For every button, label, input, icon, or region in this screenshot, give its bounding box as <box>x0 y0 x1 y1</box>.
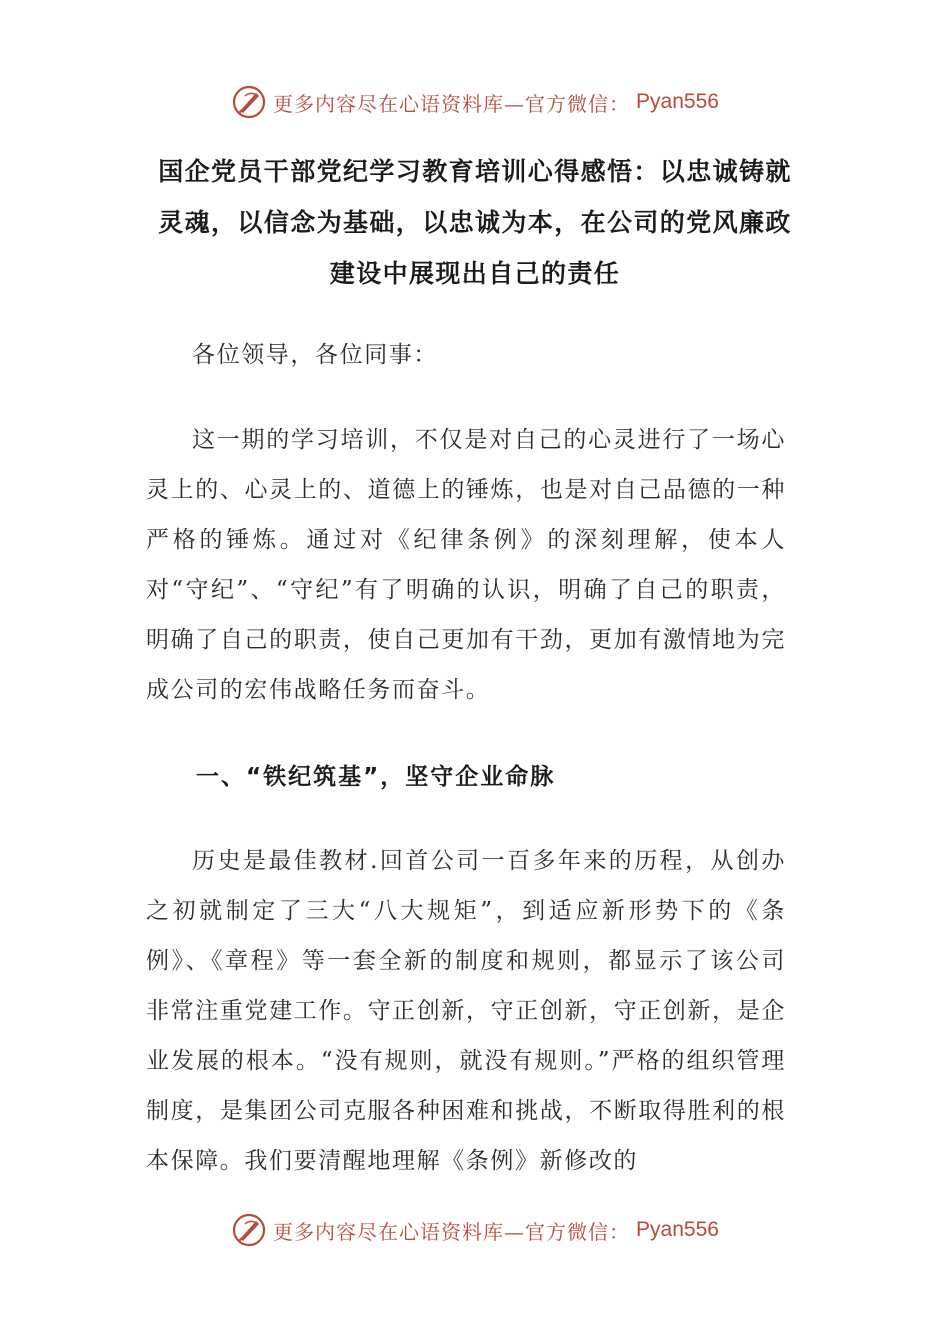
quill-logo-icon <box>231 84 267 120</box>
banner-wechat-id: Pyan556 <box>636 1218 719 1241</box>
banner-text: 更多内容尽在心语资料库—官方微信： <box>273 1219 631 1244</box>
quill-logo-icon <box>231 1212 267 1248</box>
paragraph-1: 这一期的学习培训，不仅是对自己的心灵进行了一场心灵上的、心灵上的、道德上的锤炼，也是对自己品德的一种严格的锤炼。通过对《纪律条例》的深刻理解，使本人对“守纪”、“守纪”有了明确的认识，明确了自己的职责，明确了自己的职责，使自己更加有干劲，更加有激情地为完成公司的宏伟战略任务而奋斗。 <box>146 427 786 703</box>
footer-banner <box>0 1210 950 1250</box>
section-heading-1: 一、“铁纪筑基”，坚守企业命脉 <box>196 764 556 790</box>
greeting: 各位领导，各位同事： <box>192 342 438 368</box>
document-title: 国企党员干部党纪学习教育培训心得感悟：以忠诚铸就灵魂，以信念为基础，以忠诚为本，在公司的党风廉政建设中展现出自己的责任 <box>158 157 792 288</box>
banner-wechat-id: Pyan556 <box>636 90 719 113</box>
banner-text: 更多内容尽在心语资料库—官方微信： <box>273 91 631 116</box>
paragraph-2: 历史是最佳教材.回首公司一百多年来的历程，从创办之初就制定了三大“八大规矩”，到适应新形势下的《条例》、《章程》等一套全新的制度和规则，都显示了该公司非常注重党建工作。守正创新，守正创新，守正创新，是企业发展的根本。“没有规则，就没有规则。”严格的组织管理制度，是集团公司克服各种困难和挑战，不断取得胜利的根本保障。我们要清醒地理解《条例》新修改的 <box>146 848 786 1174</box>
header-banner <box>0 82 950 122</box>
